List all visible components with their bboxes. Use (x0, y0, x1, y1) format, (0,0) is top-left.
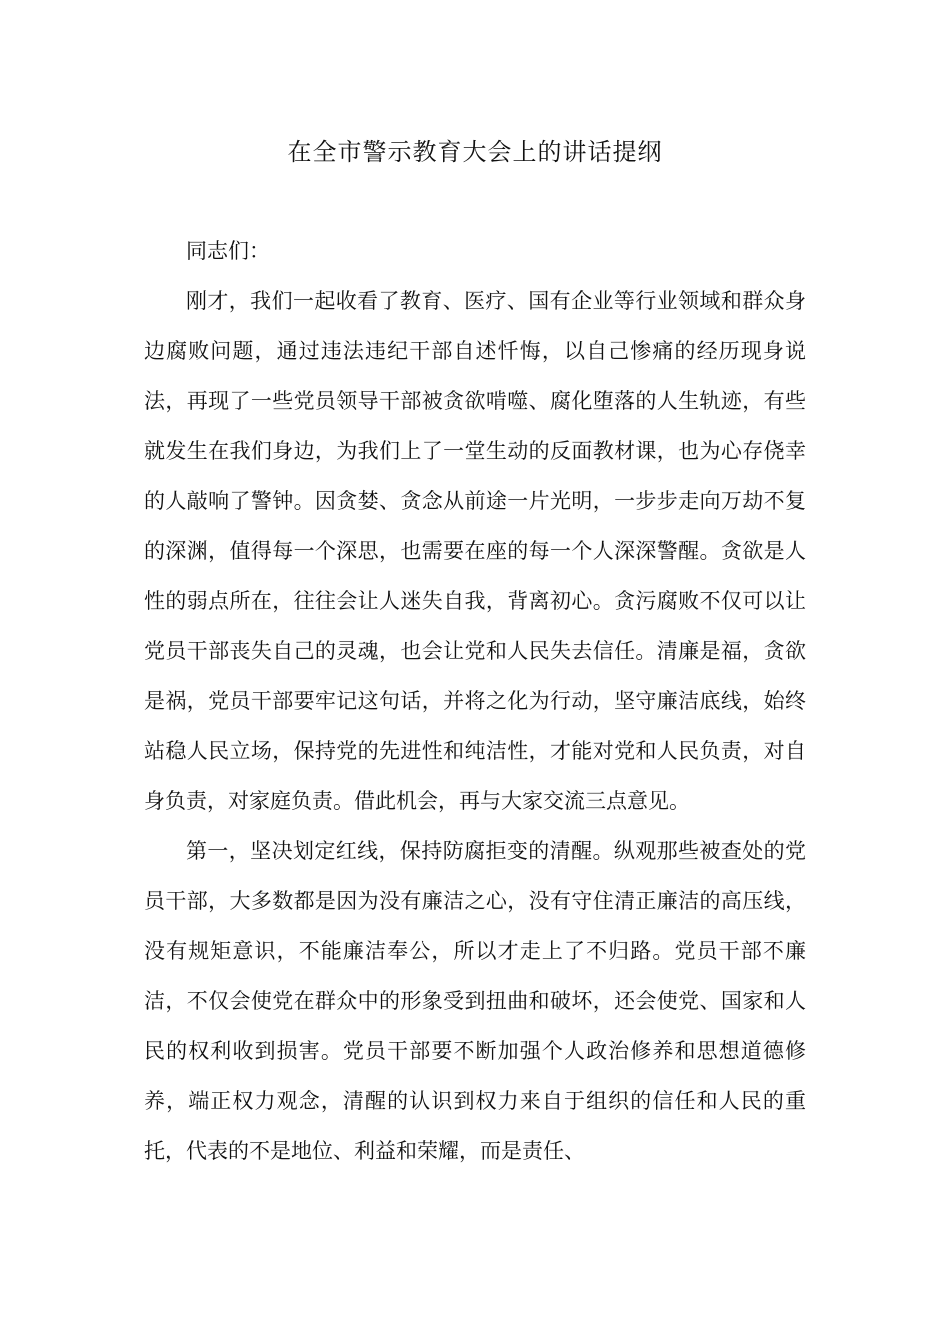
document-title: 在全市警示教育大会上的讲话提纲 (287, 138, 663, 166)
first-point-paragraph: 第一，坚决划定红线，保持防腐拒变的清醒。纵观那些被查处的党员干部，大多数都是因为没有廉洁之心，没有守住清正廉洁的高压线，没有规矩意识，不能廉洁奉公，所以才走上了不归路。党员干部不廉洁，不仅会使党在群众中的形象受到扭曲和破坏，还会使党、国家和人民的权利收到损害。党员干部要不断加强个人政治修养和思想道德修养，端正权力观念，清醒的认识到权力来自于组织的信任和人民的重托，代表的不是地位、利益和荣耀，而是责任、 (144, 839, 806, 1163)
intro-paragraph: 刚才，我们一起收看了教育、医疗、国有企业等行业领域和群众身边腐败问题，通过违法违纪干部自述忏悔，以自己惨痛的经历现身说法，再现了一些党员领导干部被贪欲啃噬、腐化堕落的人生轨迹，有些就发生在我们身边，为我们上了一堂生动的反面教材课，也为心存侥幸的人敲响了警钟。因贪婪、贪念从前途一片光明，一步步走向万劫不复的深渊，值得每一个深思，也需要在座的每一个人深深警醒。贪欲是人性的弱点所在，往往会让人迷失自我，背离初心。贪污腐败不仅可以让党员干部丧失自己的灵魂，也会让党和人民失去信任。清廉是福，贪欲是祸，党员干部要牢记这句话，并将之化为行动，坚守廉洁底线，始终站稳人民立场，保持党的先进性和纯洁性，才能对党和人民负责，对自身负责，对家庭负责。借此机会，再与大家交流三点意见。 (144, 289, 806, 813)
document-body (144, 226, 806, 1176)
salutation-paragraph: 同志们： (186, 239, 270, 263)
